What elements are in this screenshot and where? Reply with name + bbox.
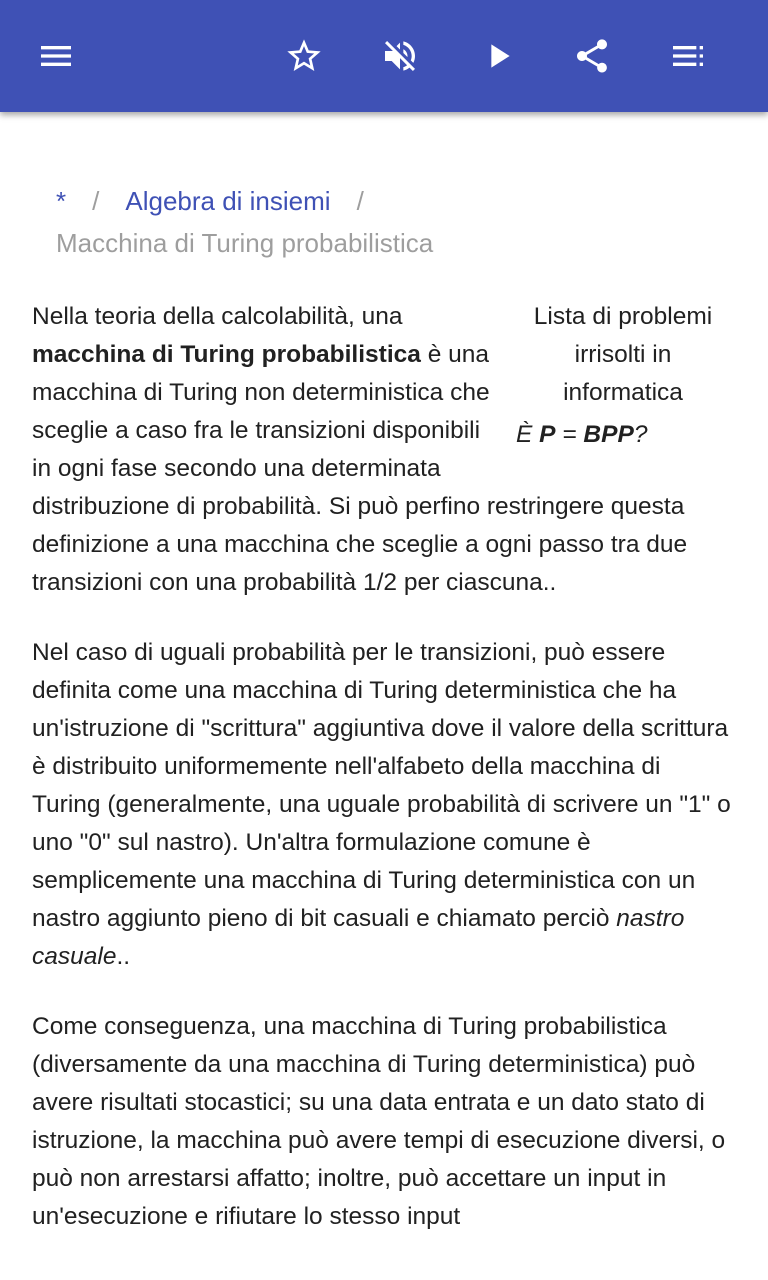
list-icon — [668, 36, 708, 76]
play-icon — [478, 36, 518, 76]
breadcrumb — [56, 180, 736, 264]
menu-button[interactable] — [24, 24, 88, 88]
volume-off-icon — [380, 36, 420, 76]
paragraph-2-italic: nastro casuale — [32, 905, 685, 970]
formula-p: P — [539, 421, 556, 448]
toc-button[interactable] — [656, 24, 720, 88]
paragraph-2-text: Nel caso di uguali probabilità per le transizioni, può essere definita come una macchina di Turing deterministica che ha un'istruzione di "scrittura" aggiuntiva dove il valore della scrittura è distribuito uniformemente nell'alfabeto della macchina di Turing (generalmente, una uguale probabilità di scrivere un "1" o uno "0" sul nastro). Un'altra formulazione comune è semplicemente una macchina di Turing deterministica con un nastro aggiunto pieno di bit casuali e chiamato perciò — [32, 639, 731, 932]
formula-equals: = — [555, 421, 584, 448]
breadcrumb-parent-link[interactable]: Algebra di insiemi — [125, 186, 331, 216]
infobox — [514, 298, 732, 458]
formula-suffix: ? — [633, 421, 648, 448]
breadcrumb-current: Macchina di Turing probabilistica — [56, 228, 434, 258]
star-outline-icon — [284, 36, 324, 76]
mute-button[interactable] — [368, 24, 432, 88]
breadcrumb-root-link[interactable]: * — [56, 186, 67, 216]
infobox-formula — [514, 412, 732, 458]
paragraph-3: Come conseguenza, una macchina di Turing probabilistica (diversamente da una macchina di Turing deterministica) può avere risultati stocastici; su una data entrata e un dato stato di istruzione, la macchina può avere tempi di esecuzione diversi, o può non arrestarsi affatto; inoltre, può accettare un input in un'esecuzione e rifiutare lo stesso input — [32, 1013, 726, 1230]
paragraph-1-term: macchina di Turing probabilistica — [32, 341, 421, 368]
favorite-button[interactable] — [272, 24, 336, 88]
formula-prefix: È — [516, 421, 540, 448]
app-bar — [0, 0, 768, 112]
infobox-title: Lista di problemi irrisolti in informatica — [533, 303, 713, 406]
paragraph-2 — [32, 634, 732, 976]
paragraph-1-rest: è una macchina di Turing non deterministica che sceglie a caso fra le transizioni disponibili in ogni fase secondo una determinata distribuzione di probabilità. Si può perfino restringere questa definizione a una macchina che sceglie a ogni passo tra due transizioni con una probabilità 1/2 per ciascuna.. — [32, 341, 688, 596]
article-body — [32, 298, 732, 1268]
play-button[interactable] — [466, 24, 530, 88]
paragraph-2-end: .. — [116, 943, 131, 970]
formula-bpp: BPP — [583, 421, 634, 448]
breadcrumb-separator: / — [356, 186, 364, 216]
share-button[interactable] — [560, 24, 624, 88]
menu-icon — [36, 36, 76, 76]
breadcrumb-separator: / — [92, 186, 100, 216]
paragraph-1-lead: Nella teoria della calcolabilità, una — [32, 303, 403, 330]
share-icon — [572, 36, 612, 76]
